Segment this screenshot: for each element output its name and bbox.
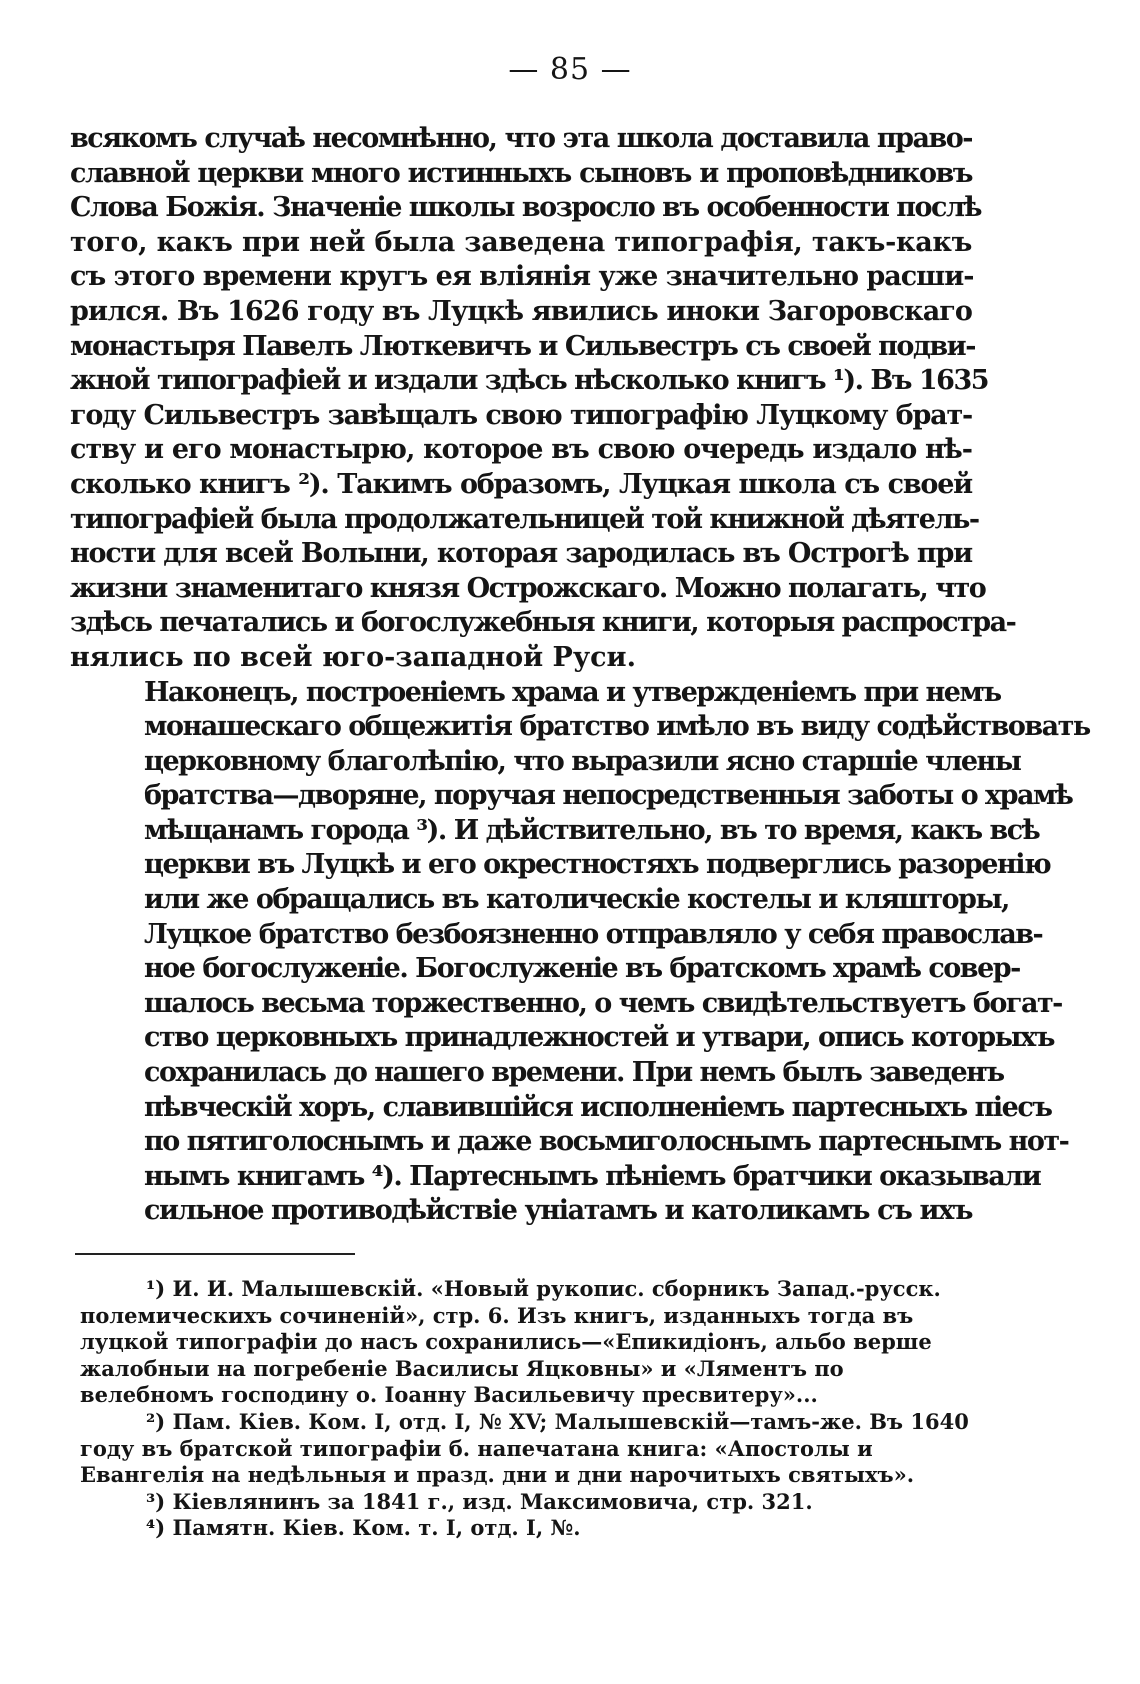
text-line: ности для всей Волыни, которая зародилась въ Острогѣ при <box>70 538 972 570</box>
footnote: ⁴) Памятн. Кіев. Ком. т. I, отд. I, №. <box>146 1515 581 1541</box>
main-text <box>70 122 1090 1229</box>
text-line: церкви въ Луцкѣ и его окрестностяхъ подверглись разоренію <box>144 849 1051 881</box>
text-line: славной церкви много истинныхъ сыновъ и проповѣдниковъ <box>70 157 972 189</box>
text-line: монастыря Павелъ Люткевичъ и Сильвестръ съ своей подви- <box>70 330 975 362</box>
text-line: ное богослуженіе. Богослуженіе въ братскомъ храмѣ совер- <box>144 953 1020 985</box>
text-line: всякомъ случаѣ несомнѣнно, что эта школа доставила право- <box>70 123 972 154</box>
text-line: братства—дворяне, поручая непосредственныя заботы о храмѣ <box>144 780 1073 812</box>
text-line: или же обращались въ католическіе костелы и кляшторы, <box>144 884 1009 916</box>
text-line: жизни знаменитаго князя Острожскаго. Можно полагать, что <box>70 572 986 604</box>
text-line: пѣвческій хоръ, славившійся исполненіемъ партесныхъ піесъ <box>144 1091 1052 1123</box>
footnote: ³) Кіевлянинъ за 1841 г., изд. Максимовича, стр. 321. <box>146 1488 813 1514</box>
page-number: — 85 — <box>508 52 632 87</box>
text-line: того, какъ при ней была заведена типографія, такъ-какъ <box>70 226 972 258</box>
text-line: Наконецъ, построеніемъ храма и утвержденіемъ при немъ <box>144 676 1001 708</box>
text-line: шалось весьма торжественно, о чемъ свидѣтельствуетъ богат- <box>144 987 1062 1019</box>
text-line: Луцкое братство безбоязненно отправляло у себя православ- <box>144 918 1043 950</box>
text-line: ство церковныхъ принадлежностей и утвари, опись которыхъ <box>144 1022 1054 1054</box>
footnotes <box>80 1276 972 1542</box>
paragraph <box>70 122 1016 676</box>
text-line: монашескаго общежитія братство имѣло въ виду содѣйствовать <box>144 711 1090 743</box>
text-line: Слова Божія. Значеніе школы возросло въ особенности послѣ <box>70 192 981 224</box>
text-line: церковному благолѣпію, что выразили ясно старшіе члены <box>144 745 1021 777</box>
footnote: ¹) И. И. Малышевскій. «Новый рукопис. сборникъ Запад.-русск. полемическихъ сочиненій», стр. 6. Изъ книгъ, изданныхъ тогда въ луцкой типографіи до насъ сохранились—«Епикидіонъ, альбо верше жалобныи на погребеніе Василисы Яцковны» и «Ляментъ по велебномъ господину о. Іоанну Васильевичу пресвитеру»... <box>80 1276 941 1408</box>
text-line: ству и его монастырю, которое въ свою очередь издало нѣ- <box>70 434 972 466</box>
text-line: типографіей была продолжательницей той книжной дѣятель- <box>70 503 979 535</box>
text-line: сохранилась до нашего времени. При немъ былъ заведенъ <box>144 1057 1004 1089</box>
text-line: жной типографіей и издали здѣсь нѣсколько книгъ ¹). Въ 1635 <box>70 365 989 397</box>
text-line: по пятиголоснымъ и даже восьмиголоснымъ партеснымъ нот- <box>144 1126 1069 1158</box>
text-line: мѣщанамъ города ³). И дѣйствительно, въ то время, какъ всѣ <box>144 814 1040 846</box>
text-line: сильное противодѣйствіе уніатамъ и католикамъ съ ихъ <box>144 1195 973 1227</box>
text-line: сколько книгъ ²). Такимъ образомъ, Луцкая школа съ своей <box>70 468 972 500</box>
text-line: съ этого времени кругъ ея вліянія уже значительно расши- <box>70 261 974 293</box>
paragraph <box>70 676 1090 1230</box>
footnote: ²) Пам. Кіев. Ком. I, отд. I, № XV; Малышевскій—тамъ-же. Въ 1640 году въ братской типографіи б. напечатана книга: «Апостолы и Евангелія на недѣльныя и празд. дни и дни нарочитыхъ святыхъ». <box>80 1408 969 1488</box>
text-line: нымъ книгамъ ⁴). Партеснымъ пѣніемъ братчики оказывали <box>144 1160 1041 1192</box>
text-line: здѣсь печатались и богослужебныя книги, которыя распростра- <box>70 607 1016 639</box>
text-line: рился. Въ 1626 году въ Луцкѣ явились иноки Загоровскаго <box>70 295 973 327</box>
footnote-divider <box>75 1253 355 1255</box>
text-line: году Сильвестръ завѣщалъ свою типографію Луцкому брат- <box>70 399 972 431</box>
text-line: нялись по всей юго-западной Руси. <box>70 641 636 673</box>
